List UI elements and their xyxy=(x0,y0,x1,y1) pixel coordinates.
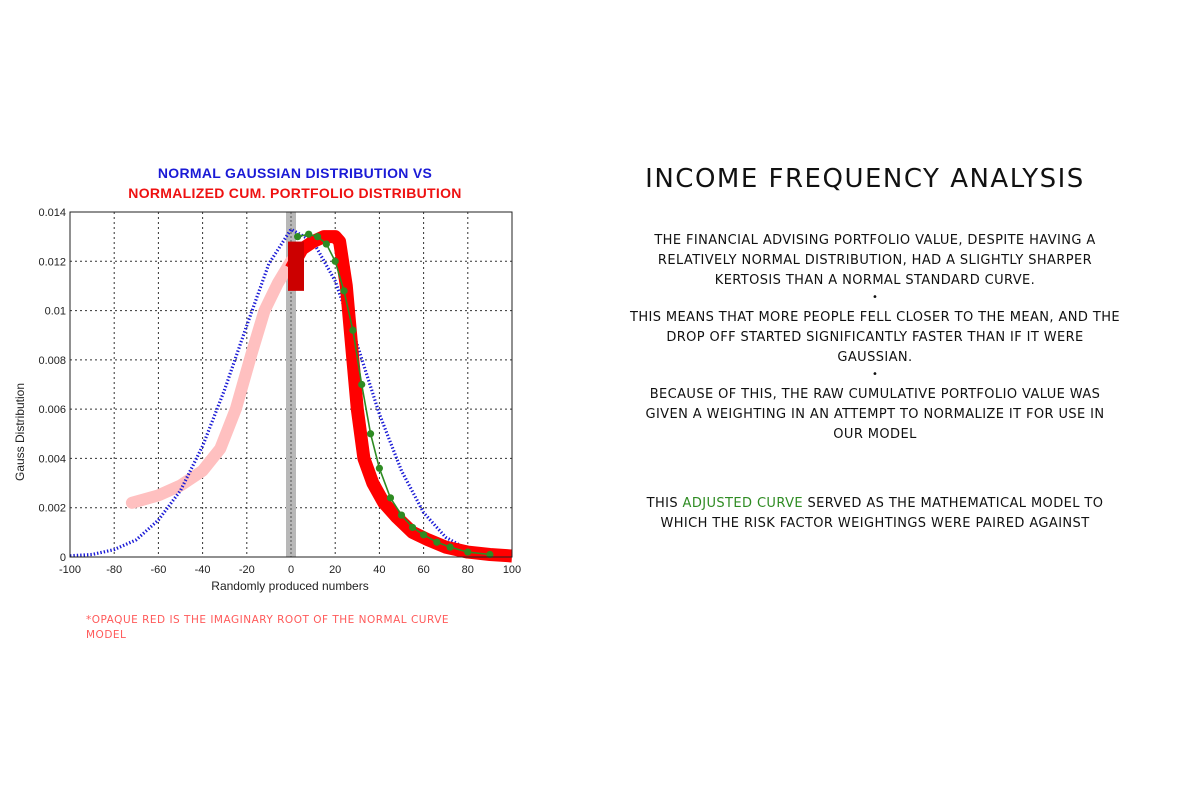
x-tick-label: 60 xyxy=(417,564,430,576)
adjusted-point xyxy=(464,548,471,555)
adjusted-point xyxy=(340,287,347,294)
chart-footnote: *OPAQUE RED IS THE IMAGINARY ROOT OF THE NORMAL CURVE MODEL xyxy=(86,614,450,641)
x-tick-label: 100 xyxy=(502,564,522,576)
adjusted-point xyxy=(376,465,383,472)
adjusted-curve-highlight: ADJUSTED CURVE xyxy=(682,496,803,511)
x-tick-label: -80 xyxy=(106,564,123,576)
paragraph-kurtosis: THE FINANCIAL ADVISING PORTFOLIO VALUE, DESPITE HAVING A RELATIVELY NORMAL DISTRIBUTION, HAD A SLIGHTLY SHARPER KERTOSIS THAN A NORMAL STANDARD CURVE. xyxy=(654,233,1096,288)
y-tick-label: 0.012 xyxy=(38,256,66,269)
distribution-chart xyxy=(0,200,540,600)
y-axis-label: Gauss Distribution xyxy=(13,382,27,482)
adjusted-point xyxy=(398,512,405,519)
chart-title xyxy=(60,163,530,203)
x-tick-label: -40 xyxy=(194,564,211,576)
y-tick-label: 0.004 xyxy=(38,453,66,466)
x-tick-label: -100 xyxy=(58,564,82,576)
x-tick-label: -20 xyxy=(238,564,255,576)
portfolio-root-block xyxy=(288,242,304,291)
bullet-separator: • xyxy=(872,292,878,303)
chart-title-vs: VS xyxy=(408,165,433,181)
y-tick-label: 0 xyxy=(59,552,66,564)
adjusted-point xyxy=(420,531,427,538)
adjusted-point xyxy=(323,240,330,247)
page-heading: INCOME FREQUENCY ANALYSIS xyxy=(645,164,1085,194)
paragraph-adjusted-before: THIS xyxy=(646,496,683,511)
y-tick-label: 0.01 xyxy=(44,305,66,318)
x-tick-label: 20 xyxy=(329,564,342,576)
paragraph-adjusted-after: SERVED AS THE MATHEMATICAL MODEL TO WHICH THE RISK FACTOR WEIGHTINGS WERE PAIRED AGAINST xyxy=(660,496,1104,531)
paragraph-weighting: BECAUSE OF THIS, THE RAW CUMULATIVE PORTFOLIO VALUE WAS GIVEN A WEIGHTING IN AN ATTEMPT TO NORMALIZE IT FOR USE IN OUR MODEL xyxy=(645,387,1105,442)
paragraph-adjusted-curve xyxy=(630,494,1120,534)
adjusted-point xyxy=(433,539,440,546)
adjusted-point xyxy=(367,430,374,437)
adjusted-point xyxy=(314,233,321,240)
adjusted-point xyxy=(447,544,454,551)
adjusted-point xyxy=(349,327,356,334)
x-tick-label: -60 xyxy=(150,564,167,576)
y-tick-label: 0.002 xyxy=(38,502,66,515)
y-tick-label: 0.014 xyxy=(38,207,66,219)
adjusted-point xyxy=(294,233,301,240)
bullet-separator: • xyxy=(872,369,878,380)
chart-title-line-2: NORMALIZED CUM. PORTFOLIO DISTRIBUTION xyxy=(128,185,462,201)
y-tick-label: 0.006 xyxy=(38,404,66,417)
adjusted-point xyxy=(305,231,312,238)
chart-title-gaussian: NORMAL GAUSSIAN DISTRIBUTION xyxy=(157,165,409,181)
adjusted-point xyxy=(358,381,365,388)
x-tick-label: 0 xyxy=(287,564,295,576)
adjusted-point xyxy=(387,494,394,501)
x-tick-label: 80 xyxy=(461,564,474,576)
adjusted-point xyxy=(332,258,339,265)
y-tick-label: 0.008 xyxy=(38,354,66,367)
x-tick-label: 40 xyxy=(373,564,386,576)
chart-title-line-1 xyxy=(60,163,530,183)
x-axis-label: Randomly produced numbers xyxy=(211,579,369,593)
paragraph-mean: THIS MEANS THAT MORE PEOPLE FELL CLOSER TO THE MEAN, AND THE DROP OFF STARTED SIGNIFICANTLY FASTER THAN IF IT WERE GAUSSIAN. xyxy=(630,310,1120,365)
adjusted-point xyxy=(409,524,416,531)
